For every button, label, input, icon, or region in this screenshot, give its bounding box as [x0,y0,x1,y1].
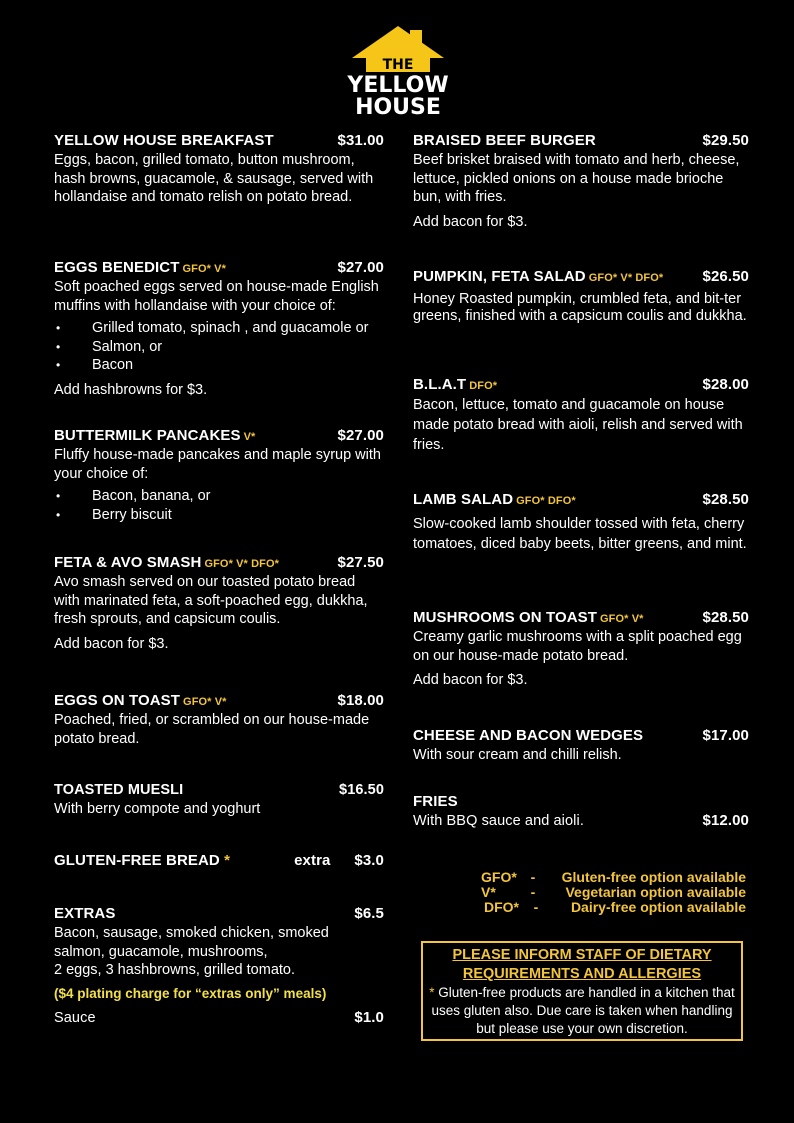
sauce-price: $1.0 [354,1008,384,1026]
item-price: $18.00 [337,692,384,709]
legend-row [481,870,746,885]
menu-item-eggs-toast [54,692,384,748]
menu-item-mushrooms [413,609,749,688]
option-list [54,487,384,524]
item-price: $26.50 [702,268,749,285]
option-item: • Bacon, banana, or [54,487,384,506]
item-price: $27.00 [337,259,384,276]
gf-star: * [224,852,231,869]
item-name: B.L.A.T [413,376,467,393]
item-name: CHEESE AND BACON WEDGES [413,727,644,744]
notice-body [429,984,735,1038]
dietary-legend [481,870,746,915]
item-name: FRIES [413,793,458,810]
svg-text:HOUSE: HOUSE [355,95,441,120]
yellow-house-logo [338,24,458,120]
item-note: Add bacon for $3. [413,672,528,688]
menu-item-benedict [54,259,384,398]
notice-text: Gluten-free products are handled in a kitchen that uses gluten also. Due care is taken when handling but please use your own discretion. [431,985,735,1036]
item-name: TOASTED MUESLI [54,782,184,798]
item-price: $27.00 [337,427,384,444]
dietary-tags: V* [243,431,256,443]
item-name: BUTTERMILK PANCAKES [54,427,241,444]
item-price: $3.0 [354,852,384,869]
item-description: Soft poached eggs served on house-made English muffins with hollandaise with your choice of: [54,279,379,314]
notice-title-line1: PLEASE INFORM STAFF OF DIETARY [452,947,712,963]
item-price: $31.00 [337,132,384,149]
dietary-tags: GFO* V* [182,263,226,275]
option-item: • Berry biscuit [54,506,384,525]
item-note: Add bacon for $3. [54,635,169,652]
menu-item-fries [413,793,749,829]
menu-item-lamb [413,491,749,554]
menu-item-pumpkin [413,268,749,325]
dietary-tags: GFO* DFO* [516,495,576,507]
item-name: GLUTEN-FREE BREAD [54,852,220,869]
svg-text:YELLOW: YELLOW [347,73,449,98]
item-name: PUMPKIN, FETA SALAD [413,268,586,285]
item-description: Avo smash served on our toasted potato bread with marinated feta, a soft-poached egg, dukkha, fresh sprouts, and capsicum coulis. [54,574,368,627]
menu-item-wedges [413,727,749,765]
item-price: $12.00 [702,812,749,829]
item-description: Poached, fried, or scrambled on our house-made potato bread. [54,712,370,747]
extras-line: salmon, guacamole, mushrooms, [54,943,268,960]
legend-text: Gluten-free option available [561,869,746,885]
plating-charge: ($4 plating charge for “extras only” meals) [54,985,327,1001]
dietary-tags: GFO* V* DFO* [588,272,664,284]
extras-line: Bacon, sausage, smoked chicken, smoked [54,925,329,941]
legend-code: DFO* [484,899,519,915]
dietary-tags: DFO* [469,380,498,392]
item-price: $27.50 [337,554,384,571]
item-name: EGGS ON TOAST [54,692,181,709]
legend-code: GFO* [481,869,517,885]
legend-text: Vegetarian option available [565,884,746,900]
allergy-notice [421,941,743,1041]
sauce-label: Sauce [54,1009,96,1026]
legend-row [481,885,746,900]
item-description: Honey Roasted pumpkin, crumbled feta, and bit-ter greens, finished with a capsicum coulis and dukkha. [413,291,747,324]
item-name: FETA & AVO SMASH [54,554,202,571]
option-list [54,319,384,375]
notice-title-line2: REQUIREMENTS AND ALLERGIES [462,966,702,982]
item-name: YELLOW HOUSE BREAKFAST [54,132,274,149]
legend-row [481,900,746,915]
item-price: $29.50 [702,132,749,149]
menu-item-burger [413,132,749,230]
option-item: • Bacon [54,356,384,375]
option-item: • Grilled tomato, spinach , and guacamole or [54,319,384,338]
item-description: With sour cream and chilli relish. [413,747,622,763]
item-price: $6.5 [354,905,384,922]
item-description: With BBQ sauce and aioli. [413,813,584,829]
menu-item-breakfast [54,132,384,207]
item-description: Slow-cooked lamb shoulder tossed with feta, cherry tomatoes, diced baby beets, bitter greens, and mint. [413,516,747,552]
dietary-tags: GFO* V* [600,613,644,625]
item-description: Fluffy house-made pancakes and maple syrup with your choice of: [54,447,381,482]
item-price: $17.00 [702,727,749,744]
item-note: Add hashbrowns for $3. [54,381,208,398]
item-description: Creamy garlic mushrooms with a split poached egg on our house-made potato bread. [413,629,742,664]
menu-item-pancakes [54,427,384,524]
extra-label: extra [294,852,331,869]
option-item: • Salmon, or [54,338,384,357]
legend-dash: - [530,884,536,900]
item-name: BRAISED BEEF BURGER [413,132,596,149]
item-note: Add bacon for $3. [413,213,528,230]
menu-item-smash [54,554,384,652]
item-price: $16.50 [339,782,384,798]
menu-item-gf-bread [54,852,384,869]
item-description: Beef brisket braised with tomato and herb, cheese, lettuce, pickled onions on a house made brioche bun, with fries. [413,152,740,205]
dietary-tags: GFO* V* DFO* [204,558,279,570]
item-description: Eggs, bacon, grilled tomato, button mushroom, hash browns, guacamole, & sausage, served with hollandaise and tomato relish on potato bread. [54,152,374,205]
menu-item-blat [413,376,749,455]
svg-text:THE: THE [382,57,414,73]
legend-text: Dairy-free option available [570,899,746,915]
menu-item-muesli [54,782,384,819]
item-price: $28.00 [702,376,749,393]
menu-item-extras [54,905,384,1026]
item-name: LAMB SALAD [413,491,514,508]
item-description: With berry compote and yoghurt [54,801,261,817]
item-price: $28.50 [702,491,749,508]
notice-star: * [429,985,435,1000]
dietary-tags: GFO* V* [183,696,227,708]
item-name: EXTRAS [54,905,116,922]
item-description: Bacon, lettuce, tomato and guacamole on house made potato bread with aioli, relish and served with fries. [413,397,743,453]
item-name: EGGS BENEDICT [54,259,180,276]
item-description [54,924,384,980]
extras-line: 2 eggs, 3 hashbrowns, grilled tomato. [54,962,295,978]
legend-dash: - [533,899,539,915]
legend-dash: - [530,869,536,885]
legend-code: V* [481,884,496,900]
item-name: MUSHROOMS ON TOAST [413,609,598,626]
item-price: $28.50 [702,609,749,626]
